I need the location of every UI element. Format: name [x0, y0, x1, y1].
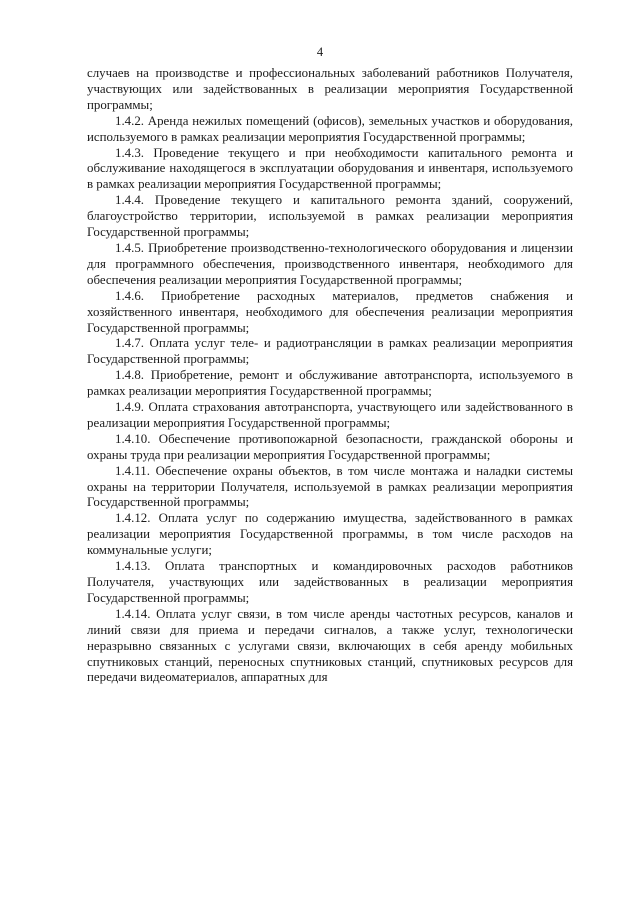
paragraph-1-4-6: 1.4.6. Приобретение расходных материалов, предметов снабжения и хозяйственного инвентаря, необходимого для обеспечения реализации мероприятия Государственной программы;	[87, 288, 573, 335]
page-number: 4	[316, 45, 324, 59]
paragraph-continuation: случаев на производстве и профессиональных заболеваний работников Получателя, участвующих или задействованных в реализации мероприятия Государственной программы;	[87, 66, 573, 112]
paragraph-1-4-3: 1.4.3. Проведение текущего и при необходимости капитального ремонта и обслуживание находящегося в эксплуатации оборудования и инвентаря, используемого в рамках реализации мероприятия Государственной программы;	[87, 145, 573, 192]
paragraph-1-4-11: 1.4.11. Обеспечение охраны объектов, в том числе монтажа и наладки системы охраны на территории Получателя, используемой в рамках реализации мероприятия Государственной программы;	[87, 463, 573, 510]
paragraph-1-4-2: 1.4.2. Аренда нежилых помещений (офисов), земельных участков и оборудования, используемого в рамках реализации мероприятия Государственной программы;	[87, 113, 573, 144]
paragraph-1-4-7: 1.4.7. Оплата услуг теле- и радиотрансляции в рамках реализации мероприятия Государственной программы;	[87, 336, 573, 367]
paragraph-1-4-8: 1.4.8. Приобретение, ремонт и обслуживание автотранспорта, используемого в рамках реализации мероприятия Государственной программы;	[87, 368, 573, 399]
paragraph-1-4-10: 1.4.10. Обеспечение противопожарной безопасности, гражданской обороны и охраны труда при реализации мероприятия Государственной программы;	[87, 431, 573, 462]
paragraph-1-4-12: 1.4.12. Оплата услуг по содержанию имущества, задействованного в рамках реализации мероприятия Государственной программы, в том числе расходов на коммунальные услуги;	[87, 511, 573, 558]
paragraph-1-4-4: 1.4.4. Проведение текущего и капитального ремонта зданий, сооружений, благоустройство территории, используемой в рамках реализации мероприятия Государственной программы;	[87, 193, 573, 240]
paragraph-1-4-5: 1.4.5. Приобретение производственно-технологического оборудования и лицензии для программного обеспечения, производственного инвентаря, необходимого для обеспечения реализации мероприятия Государственной программы;	[87, 240, 573, 287]
document-body	[87, 66, 573, 686]
paragraph-1-4-13: 1.4.13. Оплата транспортных и командировочных расходов работников Получателя, участвующих или задействованных в реализации мероприятия Государственной программы;	[87, 559, 573, 605]
paragraph-1-4-9: 1.4.9. Оплата страхования автотранспорта, участвующего или задействованного в реализации мероприятия Государственной программы;	[87, 400, 573, 430]
paragraph-1-4-14: 1.4.14. Оплата услуг связи, в том числе аренды частотных ресурсов, каналов и линий связи для приема и передачи сигналов, а также услуг, технологически неразрывно связанных с услугами связи, включающих в себя аренду мобильных спутниковых станций, переносных спутниковых станций, спутниковых ресурсов для передачи видеоматериалов, аппаратных для	[87, 606, 573, 685]
